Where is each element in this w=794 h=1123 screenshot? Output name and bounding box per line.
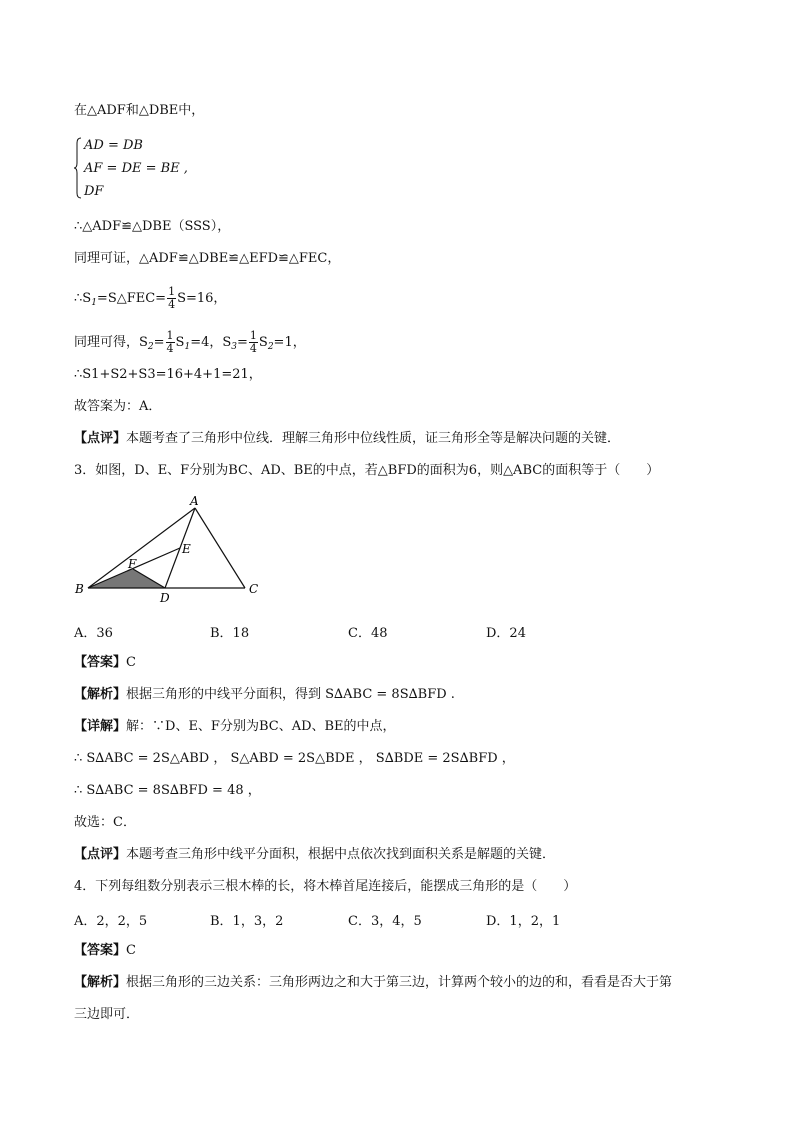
fraction	[166, 330, 175, 355]
triangle-figure	[70, 492, 270, 604]
tag-label: 【解析】	[74, 687, 127, 702]
question-3: 3．如图，D、E、F分别为BC、AD、BE的中点，若△BFD的面积为6，则△ABC的面积等于（ ）	[74, 463, 660, 478]
text: 本题考查了三角形中位线．理解三角形中位线性质，证三角形全等是解决问题的关键．	[126, 431, 621, 446]
text: S	[258, 335, 268, 350]
text: 本题考查三角形中线平分面积，根据中点依次找到面积关系是解题的关键．	[126, 847, 556, 862]
tag-label: 【答案】	[74, 655, 127, 670]
subscript: 1	[184, 342, 191, 352]
equation-line: DF	[84, 184, 104, 199]
label-c: C	[249, 582, 259, 596]
label-a: A	[190, 494, 199, 508]
tag-label: 【点评】	[74, 431, 127, 446]
text: =1，	[273, 335, 306, 350]
answer-line	[74, 942, 136, 960]
denominator: 4	[168, 298, 176, 311]
option-c: C．48	[348, 626, 388, 641]
equation-line: AD = DB	[84, 138, 143, 153]
option-d: D．24	[486, 626, 526, 641]
tag-label: 【解析】	[74, 975, 127, 990]
numerator: 1	[168, 285, 176, 298]
answer-value: C	[126, 655, 136, 670]
subscript: 2	[147, 342, 154, 352]
text: 根据三角形的中线平分面积，得到 S∆ABC = 8S∆BFD .	[126, 687, 455, 702]
subscript: 1	[91, 298, 97, 308]
text-line: ∴△ADF≌△DBE（SSS），	[74, 219, 231, 234]
tag-label: 【答案】	[74, 943, 127, 958]
option-d: D．1，2，1	[486, 914, 561, 929]
text: =	[237, 335, 248, 350]
equation-line: AF = DE = BE ,	[84, 161, 188, 176]
comment-line	[74, 846, 555, 864]
text: 同理可得，S	[74, 335, 148, 350]
answer-value: C	[126, 943, 136, 958]
denominator: 4	[249, 342, 257, 355]
text-line: 故答案为：A．	[74, 399, 162, 414]
text: S	[175, 335, 185, 350]
text-line: 在△ADF和△DBE中，	[74, 103, 205, 118]
detail-line	[74, 718, 396, 736]
option-c: C．3，4，5	[348, 914, 422, 929]
text-line: 三边即可．	[74, 1007, 140, 1022]
fraction	[249, 330, 258, 355]
numerator: 1	[166, 329, 174, 342]
label-e: E	[182, 542, 191, 556]
text: ∴S	[74, 291, 92, 306]
label-b: B	[75, 582, 84, 596]
tag-label: 【点评】	[74, 847, 127, 862]
analysis-line	[74, 686, 455, 704]
option-b: B．18	[210, 626, 250, 641]
text-line: ∴S1+S2+S3=16+4+1=21，	[74, 367, 262, 382]
comment-line	[74, 430, 620, 448]
text: =4，S	[190, 335, 232, 350]
fraction	[167, 286, 176, 311]
option-a: A．2，2，5	[74, 914, 148, 929]
text: =	[153, 335, 165, 350]
text: 解：∵D、E、F分别为BC、AD、BE的中点，	[126, 719, 396, 734]
option-b: B．1，3，2	[210, 914, 284, 929]
label-f: F	[128, 557, 137, 571]
text: =S△FEC=	[96, 291, 167, 306]
text: 根据三角形的三边关系：三角形两边之和大于第三边，计算两个较小的边的和，看看是否大于第	[126, 975, 673, 990]
formula-line	[74, 330, 306, 356]
text: S=16，	[177, 291, 227, 306]
text-line: 故选：C．	[74, 815, 136, 830]
tag-label: 【详解】	[74, 719, 127, 734]
label-d: D	[160, 591, 170, 604]
formula-line: ∴ S∆ABC = 2S△ABD ， S△ABD = 2S△BDE ， S∆BDE = 2S∆BFD ，	[74, 751, 515, 766]
brace-icon	[74, 137, 82, 199]
subscript: 2	[267, 342, 274, 352]
analysis-line	[74, 974, 672, 992]
text-line: 同理可证，△ADF≌△DBE≌△EFD≌△FEC，	[74, 251, 341, 266]
subscript: 3	[231, 342, 237, 352]
formula-line	[74, 286, 226, 312]
answer-line	[74, 654, 136, 672]
question-4: 4．下列每组数分别表示三根木棒的长，将木棒首尾连接后，能摆成三角形的是（ ）	[74, 879, 577, 894]
option-a: A．36	[74, 626, 113, 641]
numerator: 1	[249, 329, 257, 342]
denominator: 4	[166, 342, 174, 355]
formula-line: ∴ S∆ABC = 8S∆BFD = 48 ，	[74, 783, 261, 798]
